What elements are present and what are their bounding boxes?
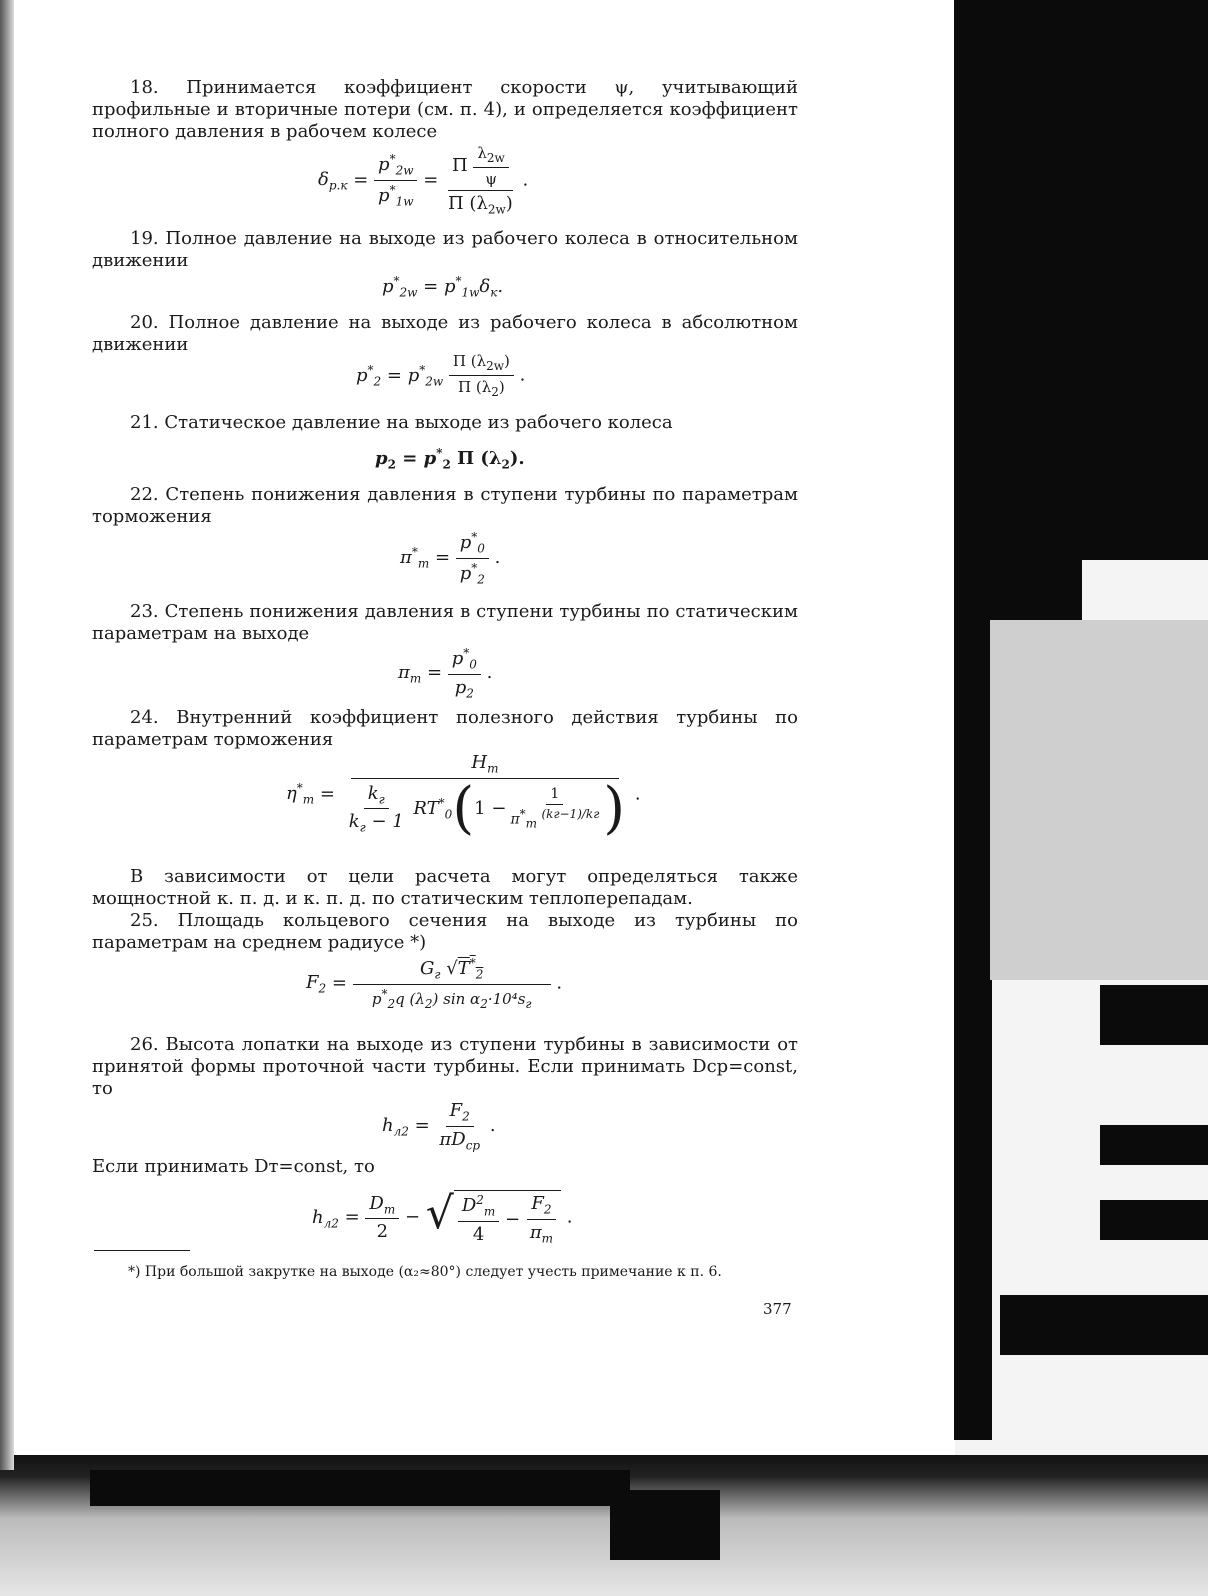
scan-shadow xyxy=(610,1490,720,1560)
fraction: $\frac{G_г √T^*_2}{p^*_2q (\lambda_2) \sin \alpha_2\cdot 10^4s_г}$ xyxy=(353,956,551,1011)
footnote-rule xyxy=(94,1250,190,1251)
square-root: √ $\frac{D^2_т}{4}$ − $\frac{F_2}{\pi_т}$ xyxy=(426,1190,561,1245)
paragraph-text: 22. Степень понижения давления в ступени турбины по параметрам торможения xyxy=(92,484,798,527)
paragraph-24-note xyxy=(92,866,798,910)
formula-23: $\pi_т$ = $\frac{p^*_0}{p_2}$ . xyxy=(398,646,493,701)
formula-18: $\delta_{р.к}$ = $\frac{p^*_{2w}}{p^*_{1w}}$ = Π $\frac{\lambda_{2w}}{\psi}$ Π $(\lambda_{2w})$ . xyxy=(318,144,529,217)
paragraph-26-b xyxy=(92,1156,798,1178)
paragraph-text: 20. Полное давление на выходе из рабочего колеса в абсолютном движении xyxy=(92,312,798,355)
formula-lhs: $\delta_{р.к}$ xyxy=(318,169,348,193)
fraction: $\frac{D_т}{2}$ xyxy=(365,1193,399,1243)
paragraph-text: 19. Полное давление на выходе из рабочего колеса в относительном движении xyxy=(92,228,798,271)
footnote: *) При большой закрутке на выходе (α₂≈80°) следует учесть примечание к п. 6. xyxy=(128,1264,722,1280)
paragraph-21 xyxy=(92,412,798,434)
paragraph-23 xyxy=(92,601,798,645)
formula-26a: $h_{л2}$ = $\frac{F_2}{\pi D_{ср}}$ . xyxy=(382,1100,496,1153)
fraction: $\frac{p^*_0}{p_2}$ xyxy=(448,646,481,700)
paragraph-text: Если принимать Dт=const, то xyxy=(92,1156,375,1177)
paragraph-26 xyxy=(92,1034,798,1100)
paragraph-22 xyxy=(92,484,798,528)
scan-shadow xyxy=(1100,985,1208,1045)
scan-shadow xyxy=(992,0,1082,620)
paragraph-19 xyxy=(92,228,798,272)
paragraph-text: 25. Площадь кольцевого сечения на выходе из турбины по параметрам на среднем радиусе *) xyxy=(92,910,798,953)
paragraph-text: В зависимости от цели расчета могут определяться также мощностной к. п. д. и к. п. д. по статическим теплоперепадам. xyxy=(92,866,798,909)
fraction: $\frac{p^*_{2w}}{p^*_{1w}}$ xyxy=(374,152,417,208)
scan-shadow xyxy=(1082,0,1208,560)
formula-20: $p^*_2 = p^*_{2w}$ $\frac{\Pi (\lambda_{2w})}{\Pi (\lambda_2)}$ . xyxy=(356,352,526,399)
paragraph-text: 21. Статическое давление на выходе из рабочего колеса xyxy=(130,412,673,433)
paragraph-20 xyxy=(92,312,798,356)
formula-19: $p^*_{2w} = p^*_{1w}\delta_к$. xyxy=(382,274,504,300)
formula-22: $\pi^*_т$ = $\frac{p^*_0}{p^*_2}$ . xyxy=(400,530,501,587)
fraction: $\frac{p^*_0}{p^*_2}$ xyxy=(456,530,489,586)
fraction: $\frac{F_2}{\pi D_{ср}}$ xyxy=(439,1100,481,1153)
paragraph-18 xyxy=(92,77,798,143)
paragraph-text: 26. Высота лопатки на выходе из ступени турбины в зависимости от принятой формы проточной части турбины. Если принимать Dср=const, то xyxy=(92,1034,798,1099)
scan-shadow xyxy=(952,0,992,1440)
paragraph-text: 24. Внутренний коэффициент полезного действия турбины по параметрам торможения xyxy=(92,707,798,750)
scan-shadow xyxy=(1000,1295,1208,1355)
scan-background-left xyxy=(0,0,14,1470)
scan-shadow xyxy=(90,1470,630,1506)
fraction: Π $\frac{\lambda_{2w}}{\psi}$ Π $(\lambda_{2w})$ xyxy=(448,144,513,217)
paragraph-text: 23. Степень понижения давления в ступени турбины по статическим параметрам на выходе xyxy=(92,601,798,644)
formula-26b: $h_{л2}$ = $\frac{D_т}{2}$ − √ $\frac{D^2_т}{4}$ − $\frac{F_2}{\pi_т}$ . xyxy=(312,1188,573,1246)
formula-24: $\eta^*_т$ = $H_т$ $\frac{k_г}{k_г - 1}$ $RT^*_0$ ( 1 − $\frac{1}{\pi^*_т ^{(kг-1)/kг}}$ ) . xyxy=(286,752,641,841)
paragraph-text: 18. Принимается коэффициент скорости ψ, учитывающий профильные и вторичные потери (см. п. 4), и определяется коэффициент полного давления в рабочем колесе xyxy=(92,77,798,142)
scan-shadow xyxy=(990,620,1208,980)
page-number: 377 xyxy=(763,1300,792,1318)
fraction: $\frac{\Pi (\lambda_{2w})}{\Pi (\lambda_2)}$ xyxy=(449,352,514,399)
scan-shadow xyxy=(1100,1200,1208,1240)
paragraph-24 xyxy=(92,707,798,751)
formula-21: $p_2 = p^*_2$ Π $(\lambda_2)$. xyxy=(375,446,525,472)
fraction: $H_т$ $\frac{k_г}{k_г - 1}$ $RT^*_0$ ( 1 − $\frac{1}{\pi^*_т ^{(kг-1)/kг}}$ ) xyxy=(348,752,626,841)
paragraph-25 xyxy=(92,910,798,954)
scan-shadow xyxy=(1100,1125,1208,1165)
formula-25: $F_2$ = $\frac{G_г √T^*_2}{p^*_2q (\lambda_2) \sin \alpha_2\cdot 10^4s_г}$ . xyxy=(306,956,563,1011)
